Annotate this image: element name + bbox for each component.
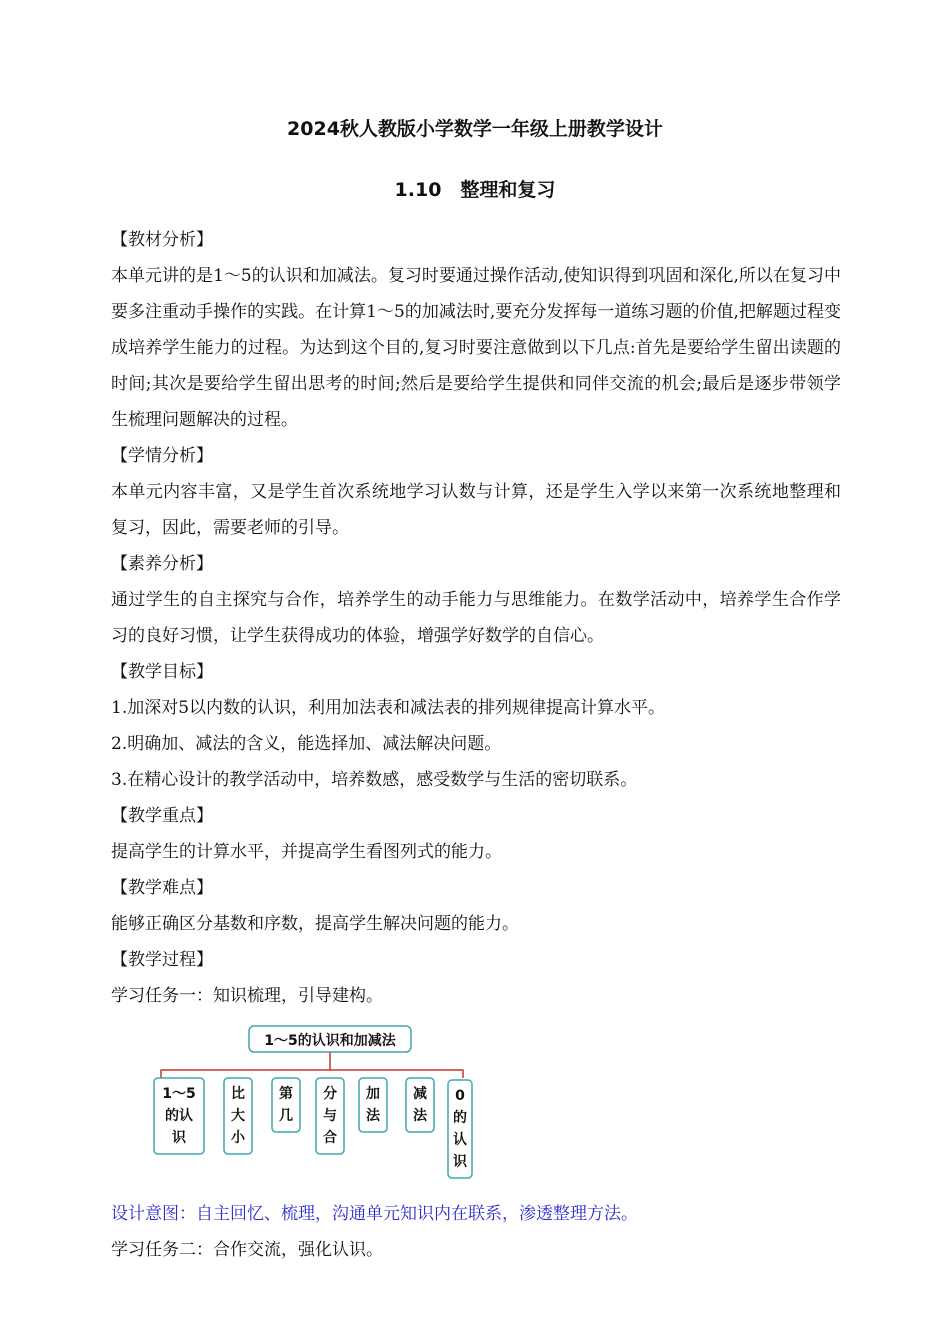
section-heading-process: 【教学过程】 [111, 950, 213, 970]
branch-node-label: 大 [231, 1108, 245, 1124]
branch-node-label: 与 [323, 1108, 337, 1124]
objective-item: 2.明确加、减法的含义，能选择加、减法解决问题。 [111, 734, 502, 754]
section-heading-objectives: 【教学目标】 [111, 662, 213, 682]
knowledge-tree-diagram [111, 1022, 841, 1184]
branch-node-label: 法 [413, 1108, 427, 1124]
literacy-analysis-text: 通过学生的自主探究与合作，培养学生的动手能力与思维能力。在数学活动中，培养学生合作学习的良好习惯，让学生获得成功的体验，增强学好数学的自信心。 [111, 590, 841, 646]
bracket-line [161, 1070, 463, 1078]
section-heading-textbook-analysis: 【教材分析】 [111, 230, 213, 250]
section-heading-difficulties: 【教学难点】 [111, 878, 213, 898]
objective-item: 3.在精心设计的教学活动中，培养数感，感受数学与生活的密切联系。 [111, 770, 638, 790]
branch-node-label: 加 [366, 1086, 380, 1102]
branch-node-label: 1～5 [162, 1086, 196, 1102]
document-body [111, 222, 841, 1268]
branch-node-label: 第 [279, 1086, 293, 1102]
learning-task-one: 学习任务一：知识梳理，引导建构。 [111, 986, 383, 1006]
knowledge-tree-svg [111, 1022, 841, 1184]
student-analysis-text: 本单元内容丰富，又是学生首次系统地学习认数与计算，还是学生入学以来第一次系统地整理和复习，因此，需要老师的引导。 [111, 482, 841, 538]
branch-node-label: 识 [453, 1154, 467, 1170]
key-points-text: 提高学生的计算水平，并提高学生看图列式的能力。 [111, 842, 502, 862]
branch-node-label: 合 [323, 1130, 337, 1146]
textbook-analysis-text: 本单元讲的是1～5的认识和加减法。复习时要通过操作活动,使知识得到巩固和深化,所以在复习中要多注重动手操作的实践。在计算1～5的加减法时,要充分发挥每一道练习题的价值,把解题过程变成培养学生能力的过程。为达到这个目的,复习时要注意做到以下几点:首先是要给学生留出读题的时间;其次是要给学生留出思考的时间;然后是要给学生提供和同伴交流的机会;最后是逐步带领学生梳理问题解决的过程。 [111, 266, 841, 430]
branch-node-label: 认 [453, 1132, 467, 1148]
document-title: 2024秋人教版小学数学一年级上册教学设计 [287, 118, 663, 140]
learning-task-two: 学习任务二：合作交流，强化认识。 [111, 1240, 383, 1260]
lesson-title: 1.10 整理和复习 [394, 179, 556, 201]
branch-node-label: 的认 [165, 1108, 193, 1124]
branch-node-label: 识 [172, 1130, 186, 1146]
section-heading-student-analysis: 【学情分析】 [111, 446, 213, 466]
branch-node-label: 小 [231, 1130, 245, 1146]
branch-node-label: 法 [366, 1108, 380, 1124]
branch-node-label: 分 [323, 1086, 337, 1102]
objective-item: 1.加深对5以内数的认识，利用加法表和减法表的排列规律提高计算水平。 [111, 698, 666, 718]
branch-node-label: 比 [231, 1086, 245, 1102]
branch-node-label: 减 [413, 1086, 427, 1102]
design-intent-text: 设计意图：自主回忆、梳理，沟通单元知识内在联系，渗透整理方法。 [111, 1204, 638, 1224]
section-heading-literacy-analysis: 【素养分析】 [111, 554, 213, 574]
branch-node-label: 0 [455, 1088, 465, 1104]
branch-node-label: 的 [453, 1110, 467, 1126]
section-heading-key-points: 【教学重点】 [111, 806, 213, 826]
branch-node-label: 几 [279, 1108, 293, 1124]
root-node-label: 1～5的认识和加减法 [264, 1033, 396, 1049]
difficulties-text: 能够正确区分基数和序数，提高学生解决问题的能力。 [111, 914, 519, 934]
